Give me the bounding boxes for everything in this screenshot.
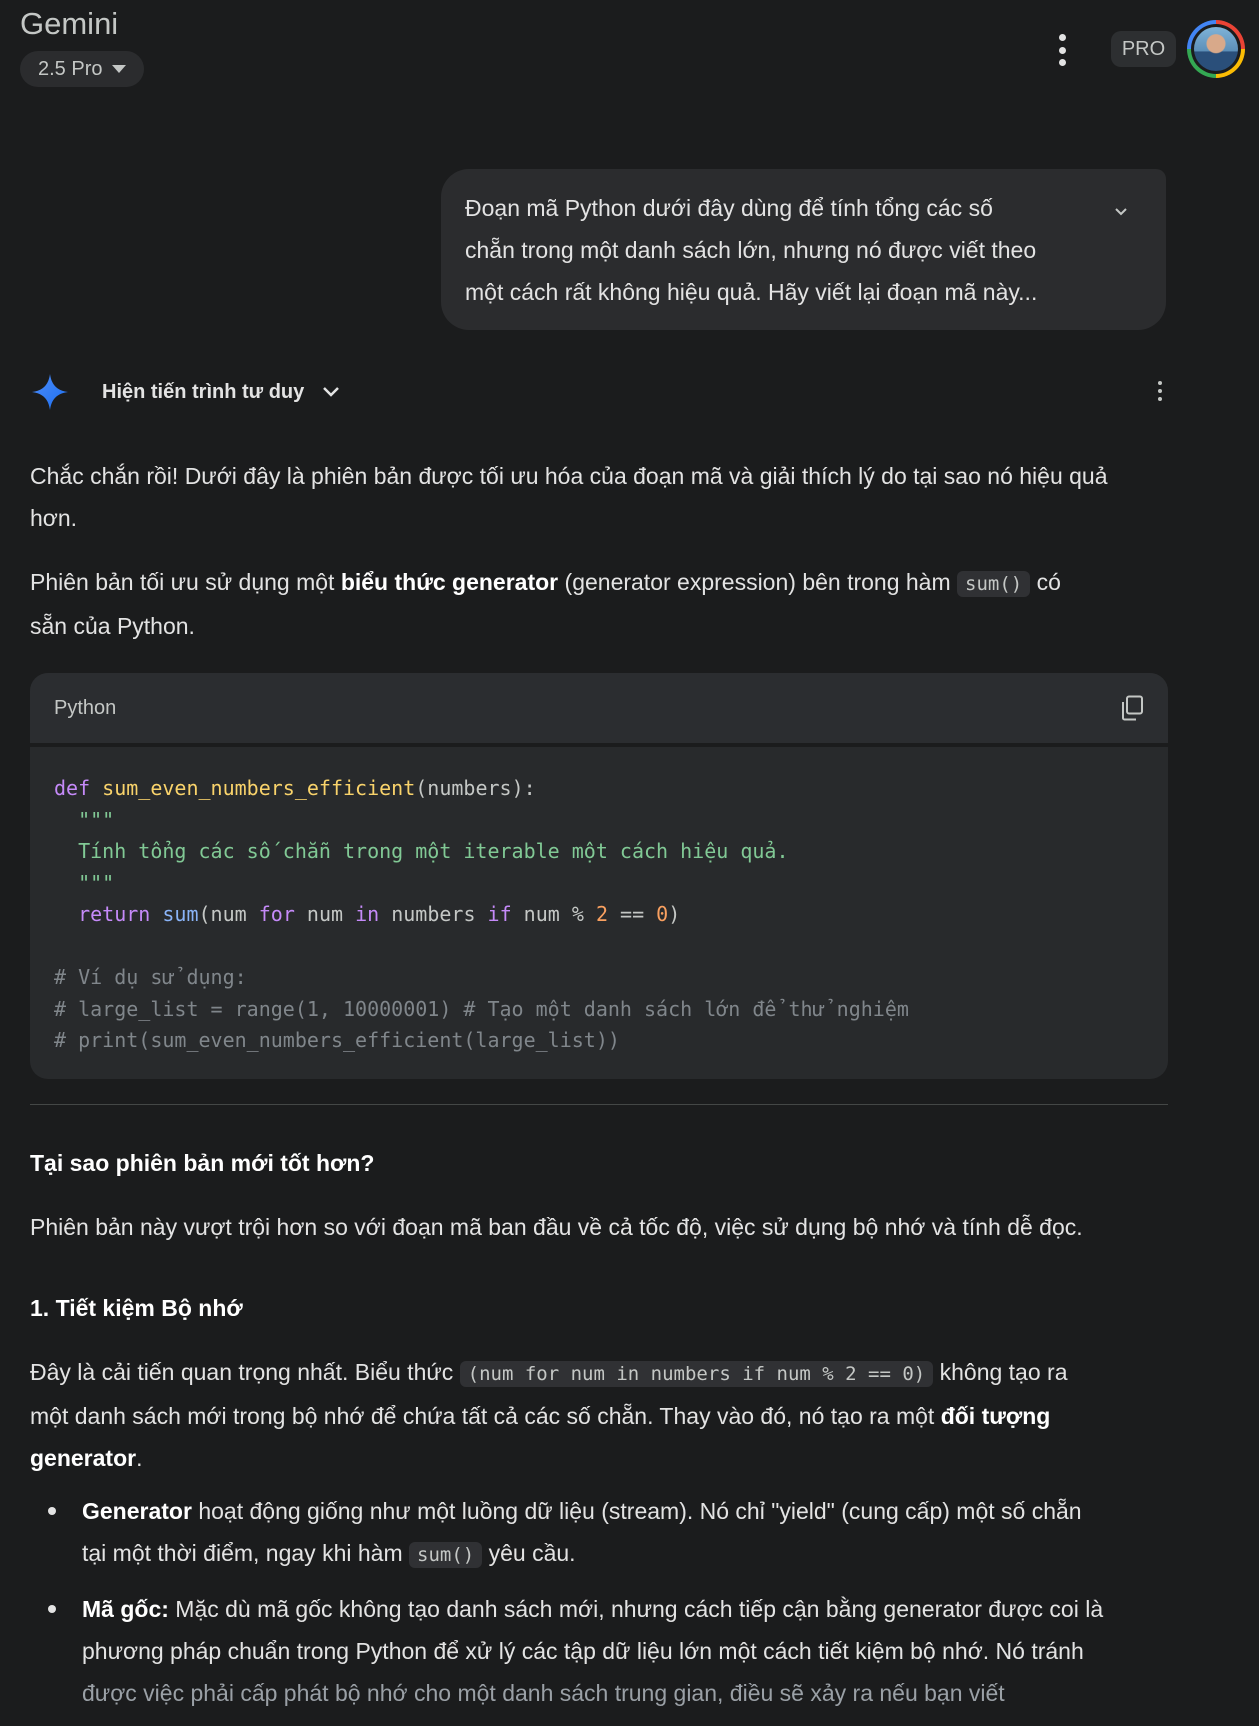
copy-icon[interactable] [1120, 695, 1144, 721]
show-thinking-button[interactable]: Hiện tiến trình tư duy [102, 380, 305, 403]
inline-code: sum() [409, 1542, 482, 1568]
text: yêu cầu. [482, 1540, 576, 1566]
bullet-list [30, 1490, 1222, 1726]
code-block-header [30, 673, 1168, 743]
avatar[interactable] [1187, 20, 1245, 78]
code-line: def sum_even_numbers_efficient(numbers): [54, 776, 536, 800]
intro-line: Chắc chắn rồi! Dưới đây là phiên bản được tối ưu hóa của đoạn mã và giải thích lý do tại sao nó hiệu quả [30, 463, 1108, 489]
list-item [82, 1588, 1222, 1714]
code-line: # large_list = range(1, 10000001) # Tạo một danh sách lớn để thử nghiệm [54, 996, 909, 1021]
code-line: # Ví dụ sử dụng: [54, 965, 247, 989]
inline-code: (num for num in numbers if num % 2 == 0) [460, 1361, 934, 1387]
code-language-label: Python [54, 696, 117, 719]
bold-term: Mã gốc: [82, 1596, 169, 1622]
text: tại một thời điểm, ngay khi hàm [82, 1540, 409, 1566]
response-intro [30, 455, 1168, 647]
user-message-line: một cách rất không hiệu quả. Hãy viết lại đoạn mã này... [465, 279, 1038, 305]
inline-code: sum() [957, 571, 1030, 597]
text: (generator expression) bên trong hàm [558, 569, 958, 595]
bold-term: Generator [82, 1498, 192, 1524]
model-selector[interactable] [20, 51, 144, 87]
bold-term: generator [30, 1445, 137, 1471]
bold-term: biểu thức generator [340, 569, 559, 595]
code-block [30, 673, 1168, 1079]
response-options-icon[interactable] [1150, 381, 1170, 401]
more-options-icon[interactable] [1048, 32, 1076, 68]
text: Phiên bản tối ưu sử dụng một [30, 569, 341, 595]
memory-paragraph [30, 1351, 1170, 1479]
text: sẵn của Python. [30, 613, 195, 639]
list-item [82, 1490, 1222, 1576]
intro-paragraph [30, 455, 1168, 539]
intro-line: hơn. [30, 505, 78, 531]
text: không tạo ra [933, 1359, 1068, 1385]
divider [30, 1104, 1168, 1105]
code-line: Tính tổng các số chẵn trong một iterable một cách hiệu quả. [54, 839, 789, 863]
code-line: # print(sum_even_numbers_efficient(large_list)) [54, 1028, 620, 1052]
approach-paragraph [30, 561, 1168, 647]
text: hoạt động giống như một luồng dữ liệu (stream). Nó chỉ "yield" (cung cấp) một số chẵn [191, 1498, 1082, 1524]
code-line: """ [54, 807, 115, 832]
model-label: 2.5 Pro [38, 57, 103, 80]
code-line: return sum(num for num in numbers if num % 2 == 0) [78, 902, 681, 926]
thinking-toggle-row [30, 371, 1170, 413]
caret-down-icon [112, 65, 126, 73]
text: được việc phải cấp phát bộ nhớ cho một danh sách trung gian, điều sẽ xảy ra nếu bạn viết [82, 1680, 1005, 1706]
subsection-heading: 1. Tiết kiệm Bộ nhớ [30, 1295, 243, 1321]
user-message-line: chẵn trong một danh sách lớn, nhưng nó được viết theo [465, 237, 1037, 263]
bold-term: đối tượng [940, 1403, 1051, 1429]
chevron-down-icon[interactable] [320, 381, 342, 403]
section-heading: Tại sao phiên bản mới tốt hơn? [30, 1150, 375, 1176]
user-message-line: Đoạn mã Python dưới đây dùng để tính tổng các số [465, 195, 993, 221]
text: có [1030, 569, 1061, 595]
text: Đây là cải tiến quan trọng nhất. Biểu thức [30, 1359, 460, 1385]
section-intro: Phiên bản này vượt trội hơn so với đoạn mã ban đầu về cả tốc độ, việc sử dụng bộ nhớ và tính dễ đọc. [30, 1214, 1083, 1240]
top-bar [0, 0, 1259, 100]
avatar-photo [1194, 27, 1238, 71]
pro-badge[interactable]: PRO [1111, 31, 1176, 67]
text: một danh sách mới trong bộ nhớ để chứa tất cả các số chẵn. Thay vào đó, nó tạo ra một [30, 1403, 941, 1429]
code-content [30, 747, 1168, 1079]
app-title: Gemini [20, 6, 119, 41]
text: . [136, 1445, 143, 1471]
expand-chevron-icon[interactable] [1114, 205, 1128, 219]
text: Mặc dù mã gốc không tạo danh sách mới, nhưng cách tiếp cận bằng generator được coi là [168, 1596, 1104, 1622]
code-line: """ [54, 870, 115, 895]
user-message-bubble [441, 169, 1166, 330]
text: phương pháp chuẩn trong Python để xử lý các tập dữ liệu lớn một cách tiết kiệm bộ nhớ. Nó tránh [82, 1638, 1084, 1664]
gemini-spark-icon [30, 372, 70, 412]
